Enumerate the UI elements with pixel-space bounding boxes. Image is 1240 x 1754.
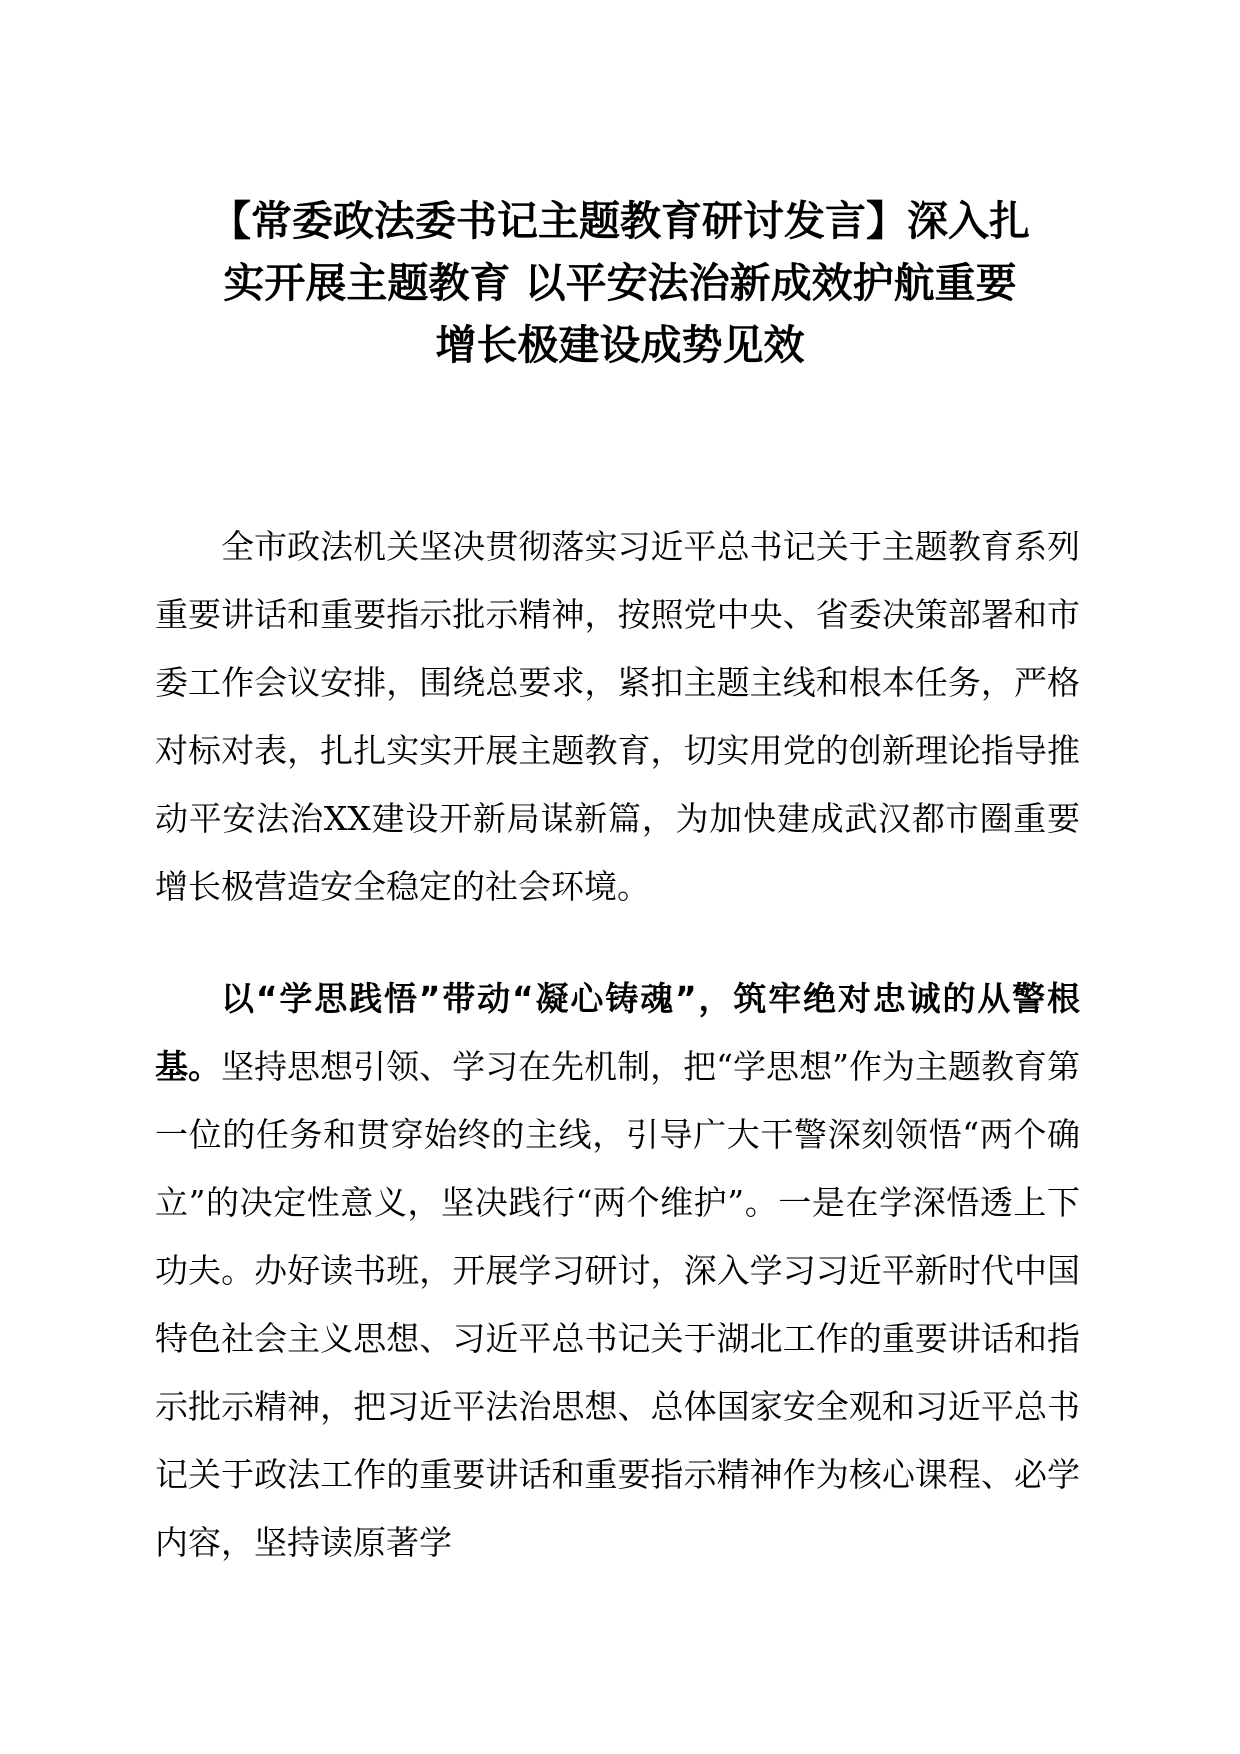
intro-paragraph: 全市政法机关坚决贯彻落实习近平总书记关于主题教育系列重要讲话和重要指示批示精神，按照党中央、省委决策部署和市委工作会议安排，围绕总要求，紧扣主题主线和根本任务，严格对标对表，扎扎实实开展主题教育，切实用党的创新理论指导推动平安法治XX建设开新局谋新篇，为加快建成武汉都市圈重要增长极营造安全稳定的社会环境。 <box>155 527 1080 906</box>
section-1-paragraph <box>155 965 1080 1577</box>
title-line-1: 【常委政法委书记主题教育研讨发言】深入扎 <box>210 197 1030 245</box>
title-line-3: 增长极建设成势见效 <box>435 321 805 369</box>
section-1-body: 坚持思想引领、学习在先机制，把“学思想”作为主题教育第一位的任务和贯穿始终的主线，引导广大干警深刻领悟“两个确立”的决定性意义，坚决践行“两个维护”。一是在学深悟透上下功夫。办好读书班，开展学习研讨，深入学习习近平新时代中国特色社会主义思想、习近平总书记关于湖北工作的重要讲话和指示批示精神，把习近平法治思想、总体国家安全观和习近平总书记关于政法工作的重要讲话和重要指示精神作为核心课程、必学内容，坚持读原著学 <box>155 1047 1081 1562</box>
document-title <box>155 190 1085 376</box>
title-line-2: 实开展主题教育 以平安法治新成效护航重要 <box>223 259 1017 307</box>
section-1-heading: 以“学思践悟”带动“凝心铸魂”，筑牢绝对忠诚的从警根基。 <box>155 979 1080 1086</box>
